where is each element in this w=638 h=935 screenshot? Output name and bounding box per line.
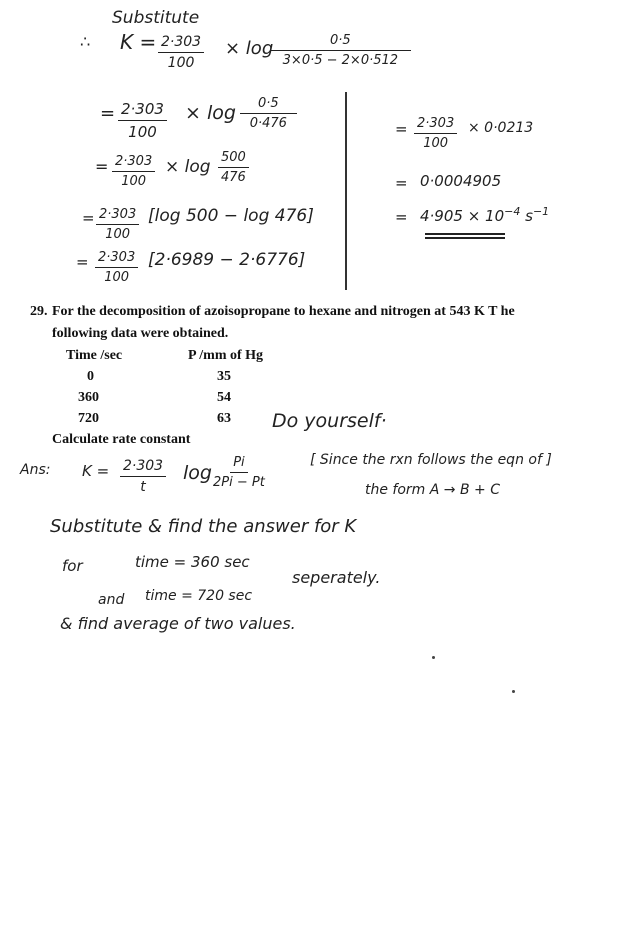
line3-coefficient: $\frac{2\cdot 303}{100}$ (112, 154, 155, 189)
stray-mark (512, 690, 515, 693)
line1-times-log: × log (225, 38, 274, 59)
right3-equals: = (395, 208, 408, 226)
answer-bracket-line1: [ Since the rxn follows the eqn of ] (310, 452, 552, 468)
line1-log-fraction: $\frac{0\cdot 5}{3\times 0\cdot 5 - 2\times 0\cdot 512}$ (270, 33, 411, 68)
line2-coefficient: $\frac{2\cdot 303}{100}$ (118, 100, 167, 141)
right2-equals: = (395, 174, 408, 192)
answer-log: log (183, 462, 212, 484)
right3-value: $4\cdot 905 \times 10^{-4}$ $s^{-1}$ (420, 205, 550, 225)
line3-equals: = (95, 157, 109, 176)
table-cell-pressure: 35 (217, 369, 231, 384)
table-cell-time: 720 (78, 411, 99, 426)
instruction-substitute: Substitute & find the answer for K (50, 516, 357, 537)
result-underline-2 (425, 237, 505, 239)
line2-log-fraction: $\frac{0\cdot 5}{0\cdot 476}$ (240, 96, 297, 131)
answer-coefficient: $\frac{2\cdot 303}{t}$ (120, 458, 166, 495)
line5-expression: [2·6989 − 2·6776] (148, 250, 306, 270)
instruction-average: & find average of two values. (60, 614, 296, 633)
instruction-time-360: time = 360 sec (135, 553, 250, 571)
k-equals: K = (120, 30, 157, 54)
do-yourself-note: Do yourself· (272, 410, 387, 432)
line2-times-log: × log (185, 102, 236, 124)
table-header-pressure: P /mm of Hg (188, 348, 264, 363)
line3-times-log: × log (165, 157, 211, 177)
substitute-heading: Substitute (112, 8, 200, 28)
answer-log-fraction: $\frac{Pi}{2Pi - Pt}$ (213, 455, 265, 490)
instruction-time-720: time = 720 sec (145, 588, 253, 604)
question-text-line2: following data were obtained. (52, 326, 229, 341)
answer-label: Ans: (20, 462, 51, 478)
therefore-symbol: ∴ (80, 32, 91, 51)
answer-k-equals: K = (82, 462, 110, 480)
table-cell-pressure: 54 (217, 390, 231, 405)
table-cell-time: 0 (87, 369, 94, 384)
line5-equals: = (76, 253, 89, 271)
divider-vertical (345, 92, 347, 290)
line4-expression: [log 500 − log 476] (148, 206, 314, 226)
line1-coefficient: $\frac{2\cdot 303}{100}$ (158, 34, 204, 71)
line4-equals: = (82, 209, 95, 227)
line2-equals: = (100, 103, 116, 124)
question-prompt: Calculate rate constant (52, 432, 191, 447)
right1-times: × 0·0213 (468, 120, 534, 136)
answer-bracket-line2: the form A → B + C (365, 482, 500, 498)
line4-coefficient: $\frac{2\cdot 303}{100}$ (96, 207, 139, 242)
question-number: 29. (30, 304, 48, 319)
instruction-separately: seperately. (292, 568, 381, 587)
right1-equals: = (395, 120, 408, 138)
line3-log-fraction: $\frac{500}{476}$ (218, 150, 249, 185)
stray-mark (432, 656, 435, 659)
instruction-for: for (62, 557, 83, 575)
right2-value: 0·0004905 (420, 172, 502, 190)
line5-coefficient: $\frac{2\cdot 303}{100}$ (95, 250, 138, 285)
result-underline-1 (425, 233, 505, 235)
table-cell-pressure: 63 (217, 411, 231, 426)
instruction-and: and (98, 592, 125, 608)
table-cell-time: 360 (78, 390, 99, 405)
table-header-time: Time /sec (66, 348, 123, 363)
right1-coefficient: $\frac{2\cdot 303}{100}$ (414, 116, 457, 151)
question-text-line1: For the decomposition of azoisopropane to hexane and nitrogen at 543 K T he (52, 304, 515, 319)
